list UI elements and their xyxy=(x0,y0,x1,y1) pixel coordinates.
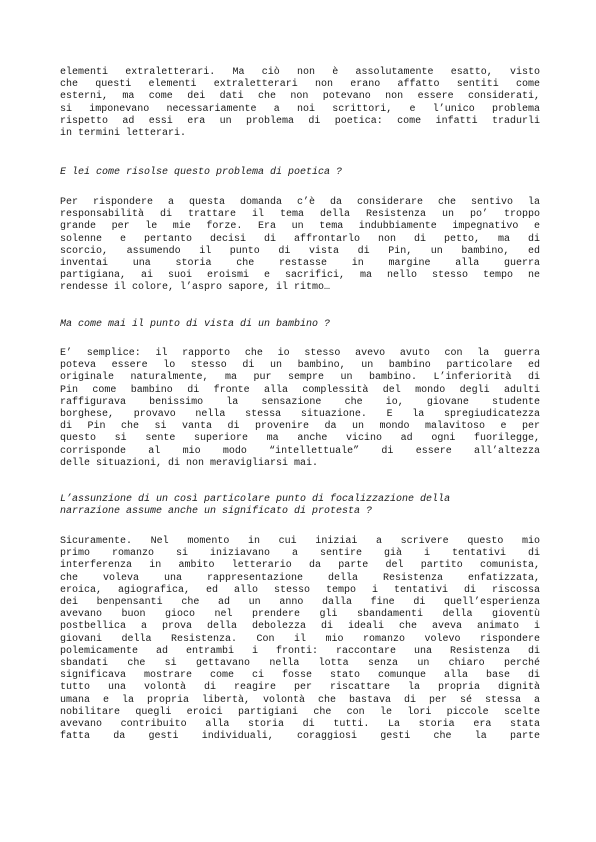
text-line: di Pin che si vanta di provenire da un mondo malavitoso e per xyxy=(60,421,540,433)
text-line: umana e la propria libertà, volontà che bastava di per sé stessa a xyxy=(60,694,540,706)
text-line: primo romanzo si iniziavano a sentire già i tentativi di xyxy=(60,548,540,560)
text-line: polemicamente ad entrambi i fronti: raccontare una Resistenza di xyxy=(60,645,540,657)
text-line: significava mostrare come ci fosse stato comunque alla base di xyxy=(60,670,540,682)
text-line: avevano buon gioco nel prendere gli sbandamenti della gioventù xyxy=(60,609,540,621)
text-line: narrazione assume anche un significato di protesta ? xyxy=(60,506,373,518)
text-line: fatta da gesti individuali, coraggiosi gesti che la parte xyxy=(60,731,540,743)
text-line: borghese, provavo nella stessa situazione. E la spregiudicatezza xyxy=(60,409,540,421)
text-line: sbandati che si gettavano nella lotta senza un chiaro perché xyxy=(60,658,540,670)
text-line: tutto una volontà di reagire per riscattare la propria dignità xyxy=(60,682,540,694)
text-line: che voleva una rappresentazione della Resistenza enfatizzata, xyxy=(60,572,540,584)
text-line: Pin come bambino di fronte alla complessità del mondo degli adulti xyxy=(60,384,540,396)
text-line: raffigurava benissimo la sensazione che io, giovane studente xyxy=(60,396,540,408)
text-line: interferenza in ambito letterario da parte del partito comunista, xyxy=(60,560,540,572)
text-line: L’assunzione di un così particolare punto di focalizzazione della xyxy=(60,494,451,505)
text-line: elementi extraletterari. Ma ciò non è assolutamente esatto, visto xyxy=(60,67,540,78)
text-line: solenne e pertanto decisi di affrontarlo non di petto, ma di xyxy=(60,233,540,245)
text-line: partigiana, ai suoi eroismi e sacrifici, ma nello stesso tempo ne xyxy=(60,270,540,282)
text-line: in termini letterari. xyxy=(60,128,187,140)
text-line: Sicuramente. Nel momento in cui iniziai a scrivere questo mio xyxy=(60,536,540,547)
text-line: Per rispondere a questa domanda c’è da considerare che sentivo la xyxy=(60,197,540,208)
text-line: nobilitare quegli eroici partigiani che con le lori piccole scelte xyxy=(60,706,540,718)
text-line: avevano contribuito alla storia di tutti. La storia era stata xyxy=(60,719,540,731)
text-line: esterni, ma come dei dati che non potevano non essere considerati, xyxy=(60,91,540,103)
text-line: delle situazioni, di non meravigliarsi mai. xyxy=(60,457,319,469)
text-line: E’ semplice: il rapporto che io stesso avevo avuto con la guerra xyxy=(60,348,540,359)
text-line: postbellica a prova della debolezza di ideali che aveva animato i xyxy=(60,621,540,633)
text-line: eroica, agiografica, ed allo stesso tempo i tentativi di riscossa xyxy=(60,584,540,596)
text-line: giovani della Resistenza. Con il mio romanzo volevo rispondere xyxy=(60,633,540,645)
text-line: rispetto ad essi era un problema di poetica: come infatti tradurli xyxy=(60,115,540,127)
text-line: che questi elementi extraletterari non erano affatto sentiti come xyxy=(60,79,540,91)
text-line: responsabilità di trattare il tema della Resistenza un po’ troppo xyxy=(60,209,540,221)
text-line: Ma come mai il punto di vista di un bambino ? xyxy=(60,319,331,330)
text-line: si imponevano necessariamente a noi scrittori, e l’unico problema xyxy=(60,103,540,115)
question-paragraph xyxy=(60,167,540,179)
text-line: E lei come risolse questo problema di poetica ? xyxy=(60,167,343,178)
text-line: inventai una storia che restasse in margine alla guerra xyxy=(60,258,540,270)
answer-paragraph xyxy=(60,67,540,140)
text-line: questo si sente superiore ma anche vicino ad ogni fuorilegge, xyxy=(60,433,540,445)
text-line: dei benpensanti che ad un anno dalla fine di quell’esperienza xyxy=(60,597,540,609)
question-paragraph xyxy=(60,494,540,518)
text-line: originale naturalmente, ma pur sempre un bambino. L’inferiorità di xyxy=(60,372,540,384)
text-line: grande per le mie forze. Era un tema indubbiamente impegnativo e xyxy=(60,221,540,233)
text-line: poteva essere lo stesso di un bambino, un bambino particolare ed xyxy=(60,360,540,372)
text-line: rendesse il colore, l’aspro sapore, il ritmo… xyxy=(60,282,331,294)
answer-paragraph xyxy=(60,197,540,295)
text-line: scorcio, assumendo il punto di vista di Pin, un bambino, ed xyxy=(60,245,540,257)
question-paragraph xyxy=(60,319,540,331)
text-line: corrisponde al mio modo “intellettuale” di essere all’altezza xyxy=(60,445,540,457)
answer-paragraph xyxy=(60,536,540,743)
answer-paragraph xyxy=(60,348,540,470)
